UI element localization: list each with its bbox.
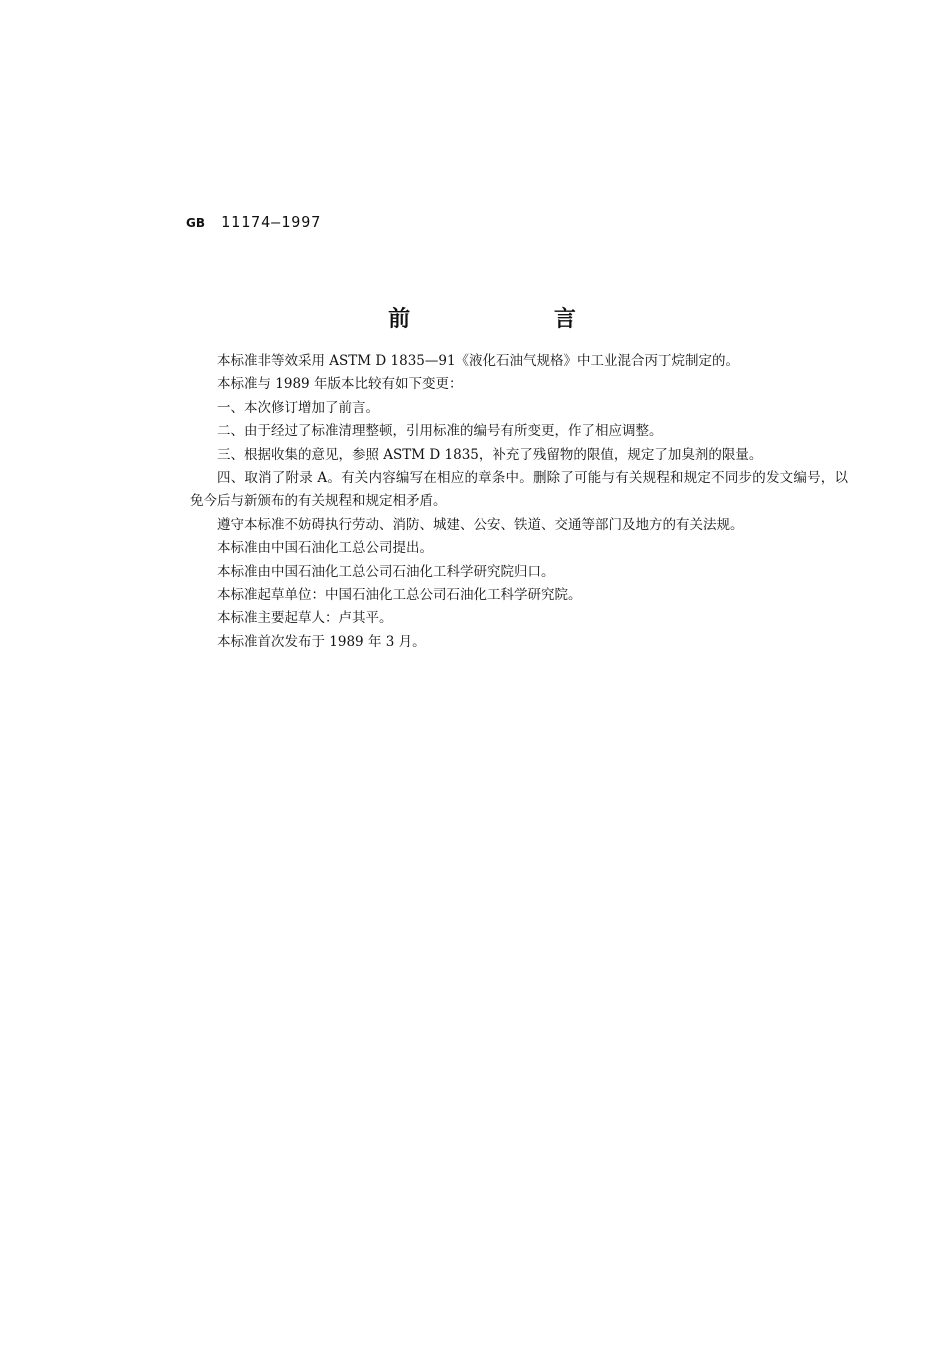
paragraph-drafter: 本标准主要起草人：卢其平。 xyxy=(217,610,393,627)
standard-prefix: GB xyxy=(186,216,205,230)
paragraph-adoption: 本标准非等效采用 ASTM D 1835—91《液化石油气规格》中工业混合丙丁烷制定的。 xyxy=(217,353,740,369)
paragraph-drafting-unit: 本标准起草单位：中国石油化工总公司石油化工科学研究院。 xyxy=(217,587,582,604)
paragraph-first-issue: 本标准首次发布于 1989 年 3 月。 xyxy=(217,633,426,650)
paragraph-centralized-unit: 本标准由中国石油化工总公司石油化工科学研究院归口。 xyxy=(217,563,555,580)
document-code xyxy=(186,213,321,231)
paragraph-change-3: 三、根据收集的意见，参照 ASTM D 1835，补充了残留物的限值，规定了加臭剂的限量。 xyxy=(217,446,763,463)
paragraph-changes-intro: 本标准与 1989 年版本比较有如下变更： xyxy=(217,376,463,393)
standard-number: 11174—1997 xyxy=(221,213,322,231)
paragraph-change-2: 二、由于经过了标准清理整顿，引用标准的编号有所变更，作了相应调整。 xyxy=(217,423,663,440)
page-title: 前 言 xyxy=(388,307,644,332)
foreword-body xyxy=(190,350,848,654)
paragraph-proposer: 本标准由中国石油化工总公司提出。 xyxy=(217,540,433,557)
paragraph-change-1: 一、本次修订增加了前言。 xyxy=(217,399,379,416)
paragraph-regulations: 遵守本标准不妨碍执行劳动、消防、城建、公安、铁道、交通等部门及地方的有关法规。 xyxy=(217,516,744,533)
paragraph-change-4: 四、取消了附录 A。有关内容编写在相应的章条中。删除了可能与有关规程和规定不同步的发文编号，以免今后与新颁布的有关规程和规定相矛盾。 xyxy=(190,470,848,510)
